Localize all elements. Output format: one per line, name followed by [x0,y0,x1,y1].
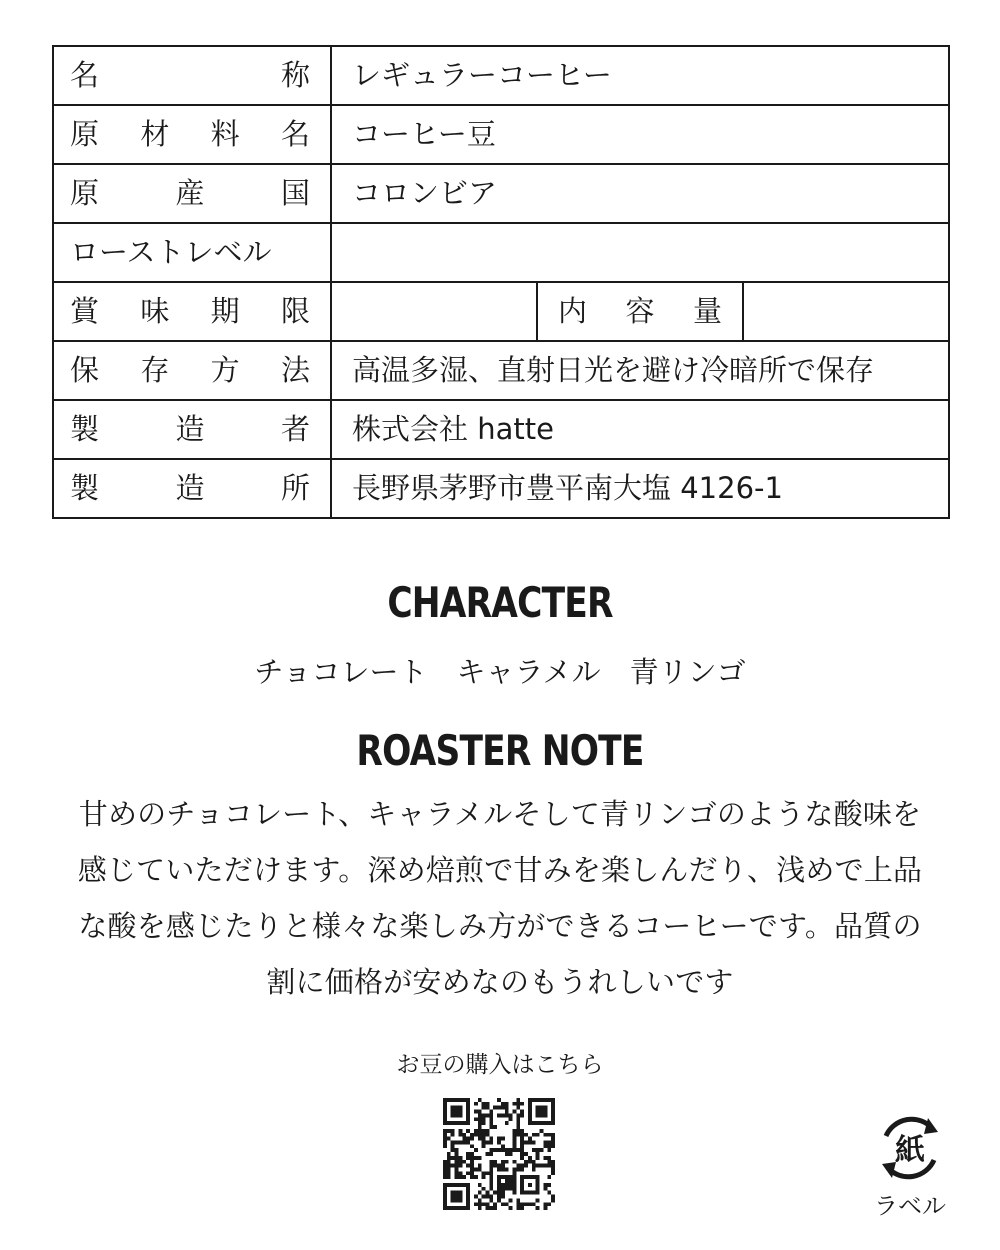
label-key: 製 造 所 [53,459,331,518]
table-row [53,164,949,223]
label-value: コロンビア [331,164,949,223]
label-key: 原 材 料 名 [53,105,331,164]
note-line: 感じていただけます。深め焙煎で甘みを楽しんだり、浅めで上品 [77,853,923,887]
paper-recycle-icon [872,1110,948,1186]
character-text: チョコレート キャラメル 青リンゴ [254,655,746,689]
table-row [53,282,949,341]
label-value: 高温多湿、直射日光を避け冷暗所で保存 [331,341,949,400]
note-line: 甘めのチョコレート、キャラメルそして青リンゴのような酸味を [78,797,922,831]
product-label-table [52,45,950,519]
table-row [53,105,949,164]
roaster-note-heading: ROASTER NOTE [356,726,644,775]
roaster-note-body [48,786,952,1010]
note-line: な酸を感じたりと様々な楽しみ方ができるコーヒーです。品質の [78,909,922,943]
table-row [53,341,949,400]
label-key: 内 容 量 [537,282,743,341]
purchase-label: お豆の購入はこちら [396,1052,604,1078]
label-value: 株式会社 hatte [331,400,949,459]
recycle-symbol: 紙 [895,1133,925,1168]
table-row [53,46,949,105]
label-key: 保 存 方 法 [53,341,331,400]
label-value [331,223,949,282]
label-value: レギュラーコーヒー [331,46,949,105]
label-value [743,282,949,341]
label-key: 原 産 国 [53,164,331,223]
label-key: 名 称 [53,46,331,105]
qr-code-icon[interactable] [443,1098,555,1210]
label-value: 長野県茅野市豊平南大塩 4126-1 [331,459,949,518]
note-line: 割に価格が安めなのもうれしいです [266,965,734,999]
character-heading: CHARACTER [387,578,613,627]
label-value [331,282,537,341]
label-key: ローストレベル [53,223,331,282]
label-key: 製 造 者 [53,400,331,459]
recycle-label: ラベル [874,1192,946,1220]
table-row [53,459,949,518]
table-row [53,400,949,459]
label-key: 賞 味 期 限 [53,282,331,341]
table-row [53,223,949,282]
label-value: コーヒー豆 [331,105,949,164]
